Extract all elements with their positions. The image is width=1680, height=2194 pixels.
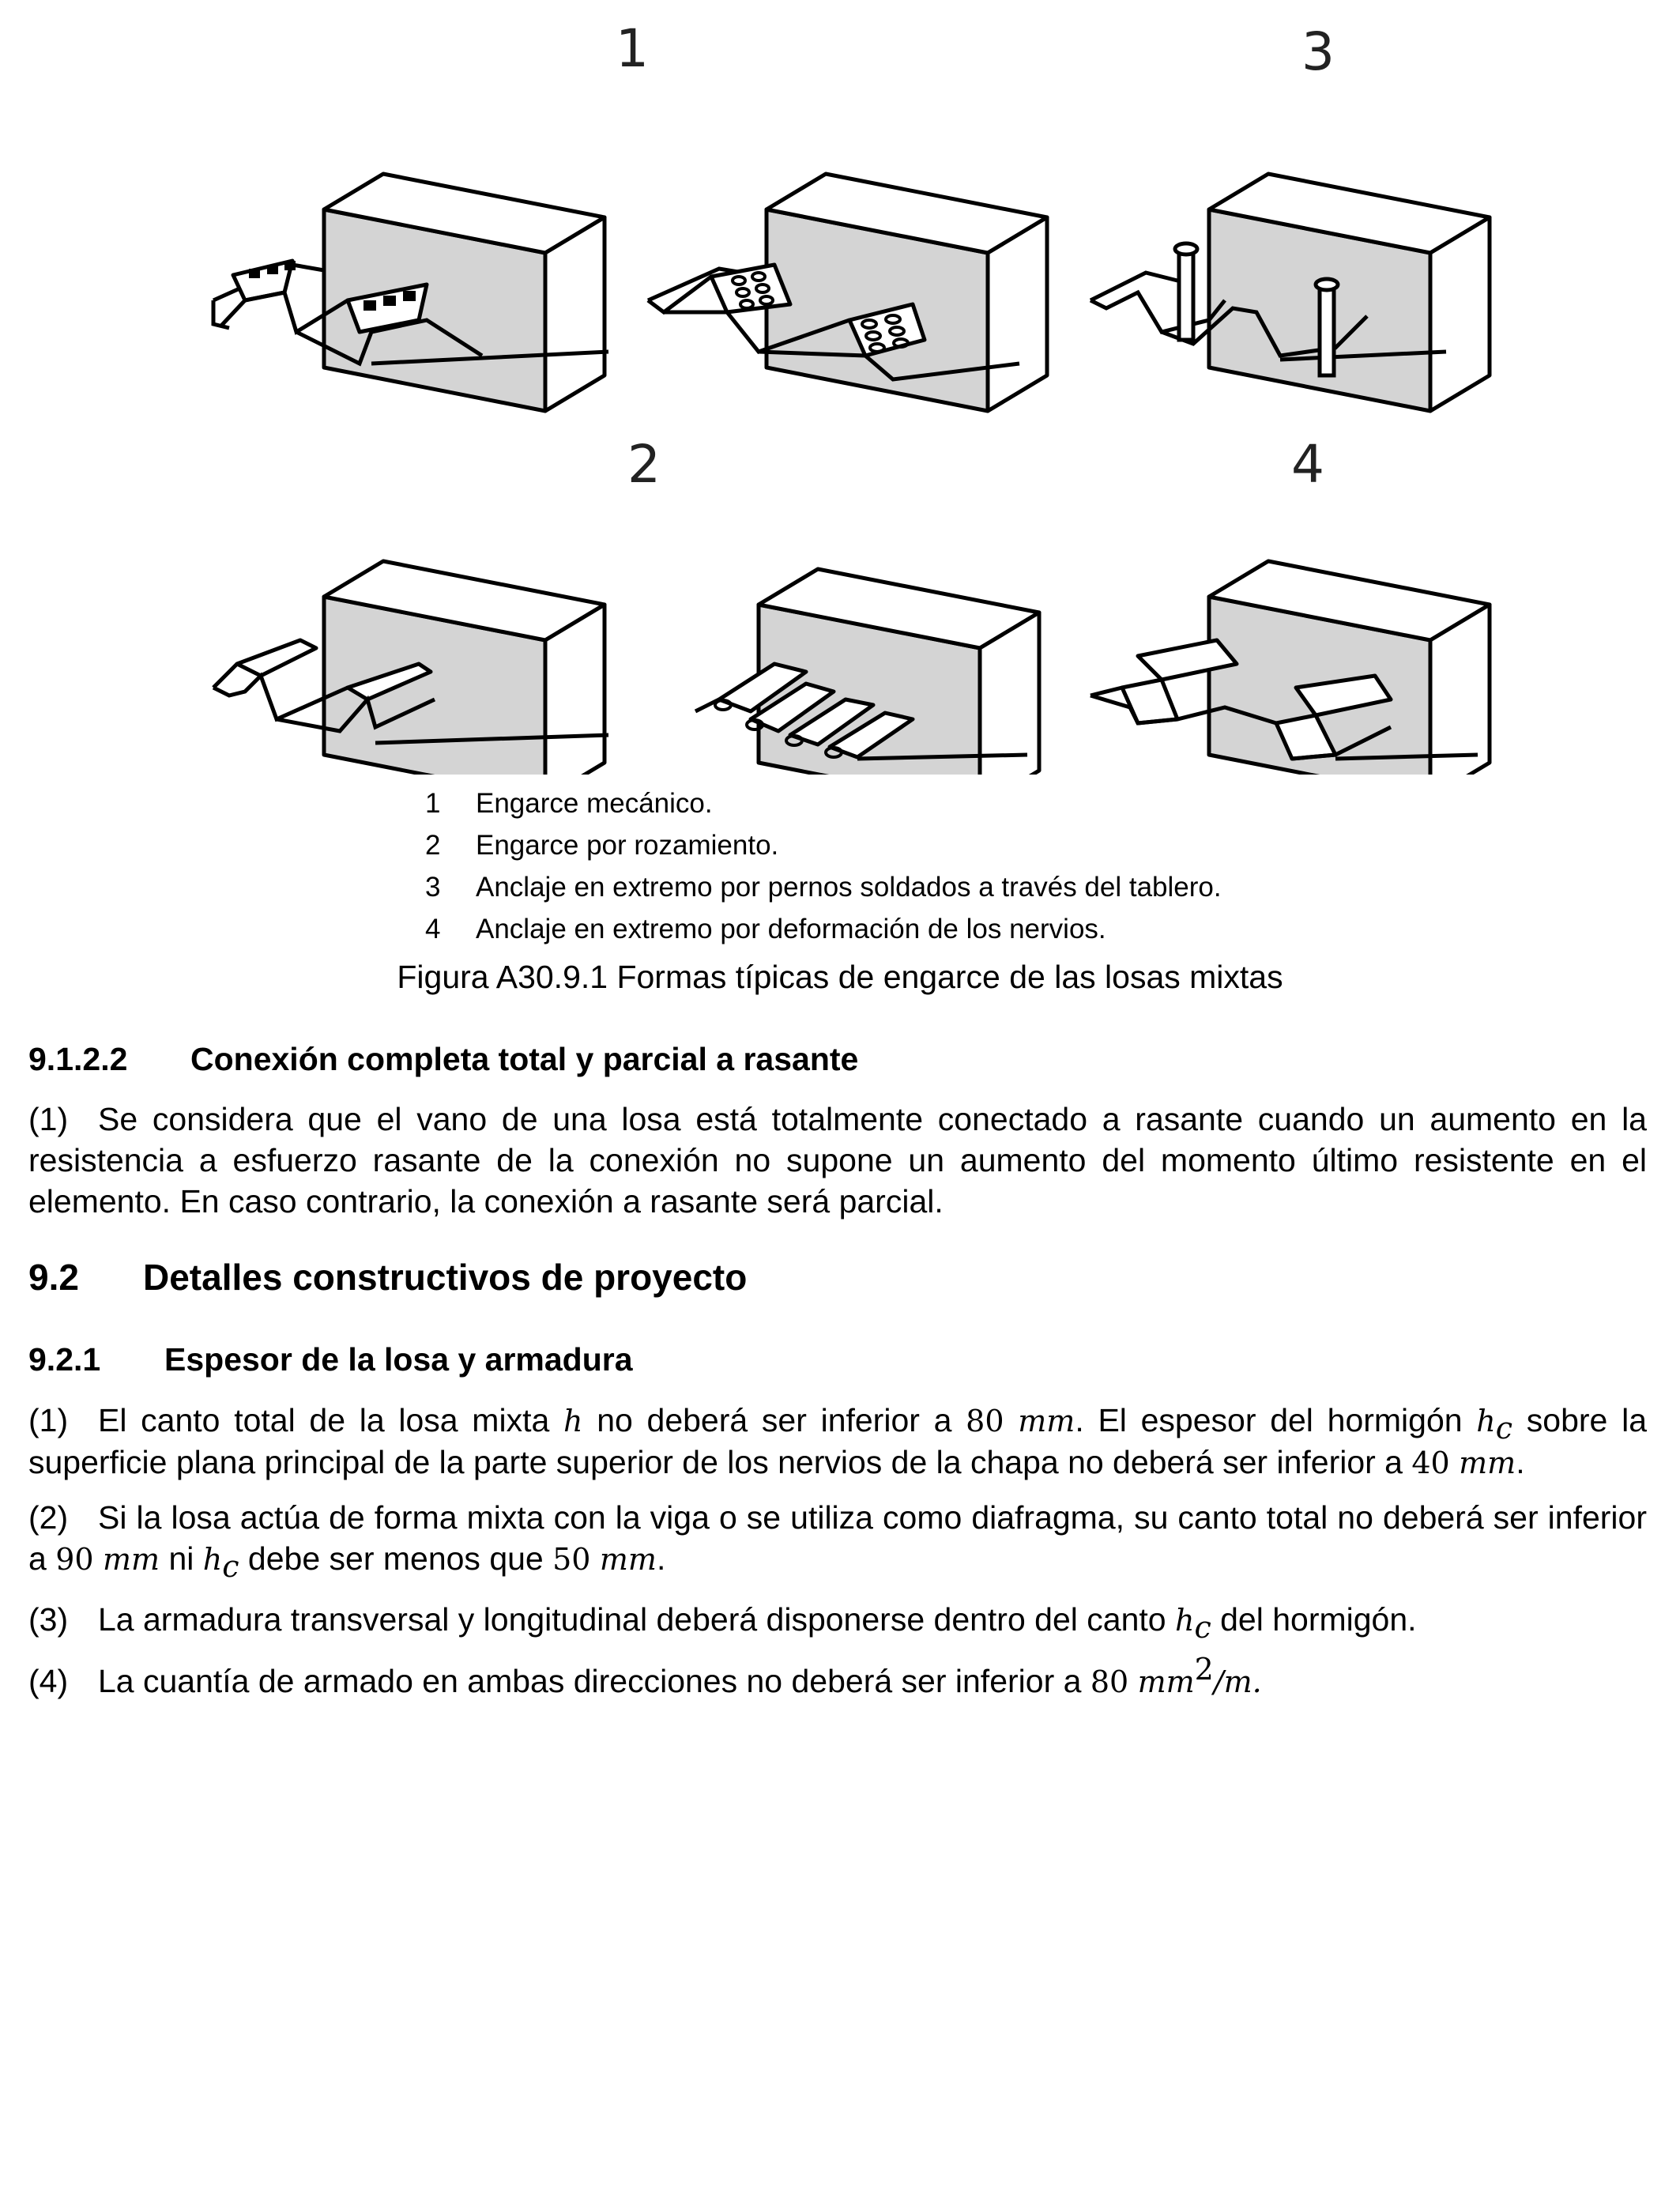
heading-title: Conexión completa total y parcial a rasante [190, 1041, 859, 1077]
figure-label-4: 4 [1291, 434, 1324, 495]
text-run: Si la losa actúa de forma mixta con la viga o se utiliza como diafragma, su canto total no deberá ser inferior a [28, 1499, 1647, 1577]
paragraph-9-2-1-2 [28, 1497, 1647, 1584]
legend-item [425, 908, 1222, 950]
legend-item [425, 866, 1222, 908]
legend-text: Anclaje en extremo por pernos soldados a través del tablero. [476, 872, 1222, 903]
text-run: . El espesor del hormigón [1075, 1402, 1477, 1438]
math-superscript: 2 [1194, 1652, 1214, 1687]
paragraph-number: (1) [28, 1101, 69, 1137]
heading-number: 9.2 [28, 1257, 79, 1298]
heading-number: 9.2.1 [28, 1341, 101, 1378]
legend-text: Anclaje en extremo por deformación de los nervios. [476, 914, 1106, 944]
math-unit: mm [1137, 1664, 1195, 1699]
heading-9-2 [28, 1257, 1647, 1298]
paragraph-9-2-1-3 [28, 1599, 1647, 1645]
legend-number: 2 [425, 830, 441, 861]
math-hc: h [202, 1542, 223, 1577]
figure-label-1: 1 [616, 18, 649, 79]
math-hc: h [1476, 1404, 1496, 1438]
figure-legend [425, 782, 1222, 950]
heading-title: Detalles constructivos de proyecto [143, 1257, 748, 1298]
diagram-frictional-interlock-b [695, 569, 1039, 775]
paragraph-number: (4) [28, 1663, 69, 1699]
paragraph-number: (3) [28, 1601, 69, 1638]
paragraph-number: (1) [28, 1402, 69, 1438]
math-number: 40 [1411, 1446, 1450, 1480]
text-run: ni [160, 1540, 203, 1577]
diagram-mechanical-interlock-b [648, 174, 1047, 411]
math-unit: mm [1018, 1404, 1075, 1438]
text-run: del hormigón. [1211, 1601, 1417, 1638]
text-run: debe ser menos que [239, 1540, 553, 1577]
legend-number: 3 [425, 872, 441, 903]
heading-number: 9.1.2.2 [28, 1041, 128, 1077]
paragraph-text: Se considera que el vano de una losa está totalmente conectado a rasante cuando un aumento en la resistencia a esfuerzo rasante de la conexión no supone un aumento del momento último resistente en el elemento. En caso contrario, la conexión a rasante será parcial. [28, 1101, 1647, 1220]
legend-text: Engarce mecánico. [476, 788, 713, 819]
paragraph-9-2-1-4 [28, 1652, 1647, 1702]
legend-item [425, 824, 1222, 866]
math-number: 50 [552, 1542, 591, 1577]
diagram-frictional-interlock-a [213, 561, 608, 775]
heading-9-1-2-2 [28, 1039, 1647, 1080]
text-run: . [656, 1540, 666, 1577]
legend-text: Engarce por rozamiento. [476, 830, 779, 861]
diagram-mechanical-interlock-a [213, 174, 608, 411]
text-run: El canto total de la losa mixta [98, 1402, 563, 1438]
heading-title: Espesor de la losa y armadura [164, 1341, 633, 1378]
legend-item [425, 782, 1222, 824]
math-number: 80 [1090, 1664, 1129, 1699]
math-subscript: c [1194, 1610, 1211, 1645]
text-run: La cuantía de armado en ambas direcciones no deberá ser inferior a [98, 1663, 1090, 1699]
text-run: no deberá ser inferior a [582, 1402, 966, 1438]
text-run: La armadura transversal y longitudinal deberá disponerse dentro del canto [98, 1601, 1175, 1638]
paragraph-9-1-2-2-1 [28, 1099, 1647, 1222]
figure-caption: Figura A30.9.1 Formas típicas de engarce de las losas mixtas [397, 959, 1283, 995]
paragraph-number: (2) [28, 1499, 69, 1536]
figure-label-3: 3 [1301, 21, 1335, 82]
math-unit: mm [1459, 1446, 1516, 1480]
diagram-end-anchorage-deformation [1090, 561, 1490, 775]
math-h: h [563, 1404, 583, 1438]
math-unit: mm [102, 1542, 160, 1577]
legend-number: 4 [425, 914, 441, 944]
text-run: sobre la superficie plana principal de la parte superior de los nervios de la chapa no deberá ser inferior a [28, 1402, 1647, 1480]
paragraph-9-2-1-1 [28, 1400, 1647, 1483]
figure-a30-9-1 [0, 0, 1680, 775]
math-hc: h [1174, 1603, 1195, 1638]
figure-label-2: 2 [627, 434, 661, 495]
math-unit: mm [599, 1542, 657, 1577]
math-number: 90 [55, 1542, 94, 1577]
math-subscript: c [1495, 1411, 1513, 1446]
legend-number: 1 [425, 788, 441, 819]
math-number: 80 [966, 1404, 1004, 1438]
math-unit-per-m: /m. [1213, 1664, 1262, 1699]
diagram-end-anchorage-studs [1090, 174, 1490, 411]
text-run: . [1516, 1444, 1525, 1480]
heading-9-2-1 [28, 1339, 1647, 1380]
math-subscript: c [222, 1549, 239, 1584]
